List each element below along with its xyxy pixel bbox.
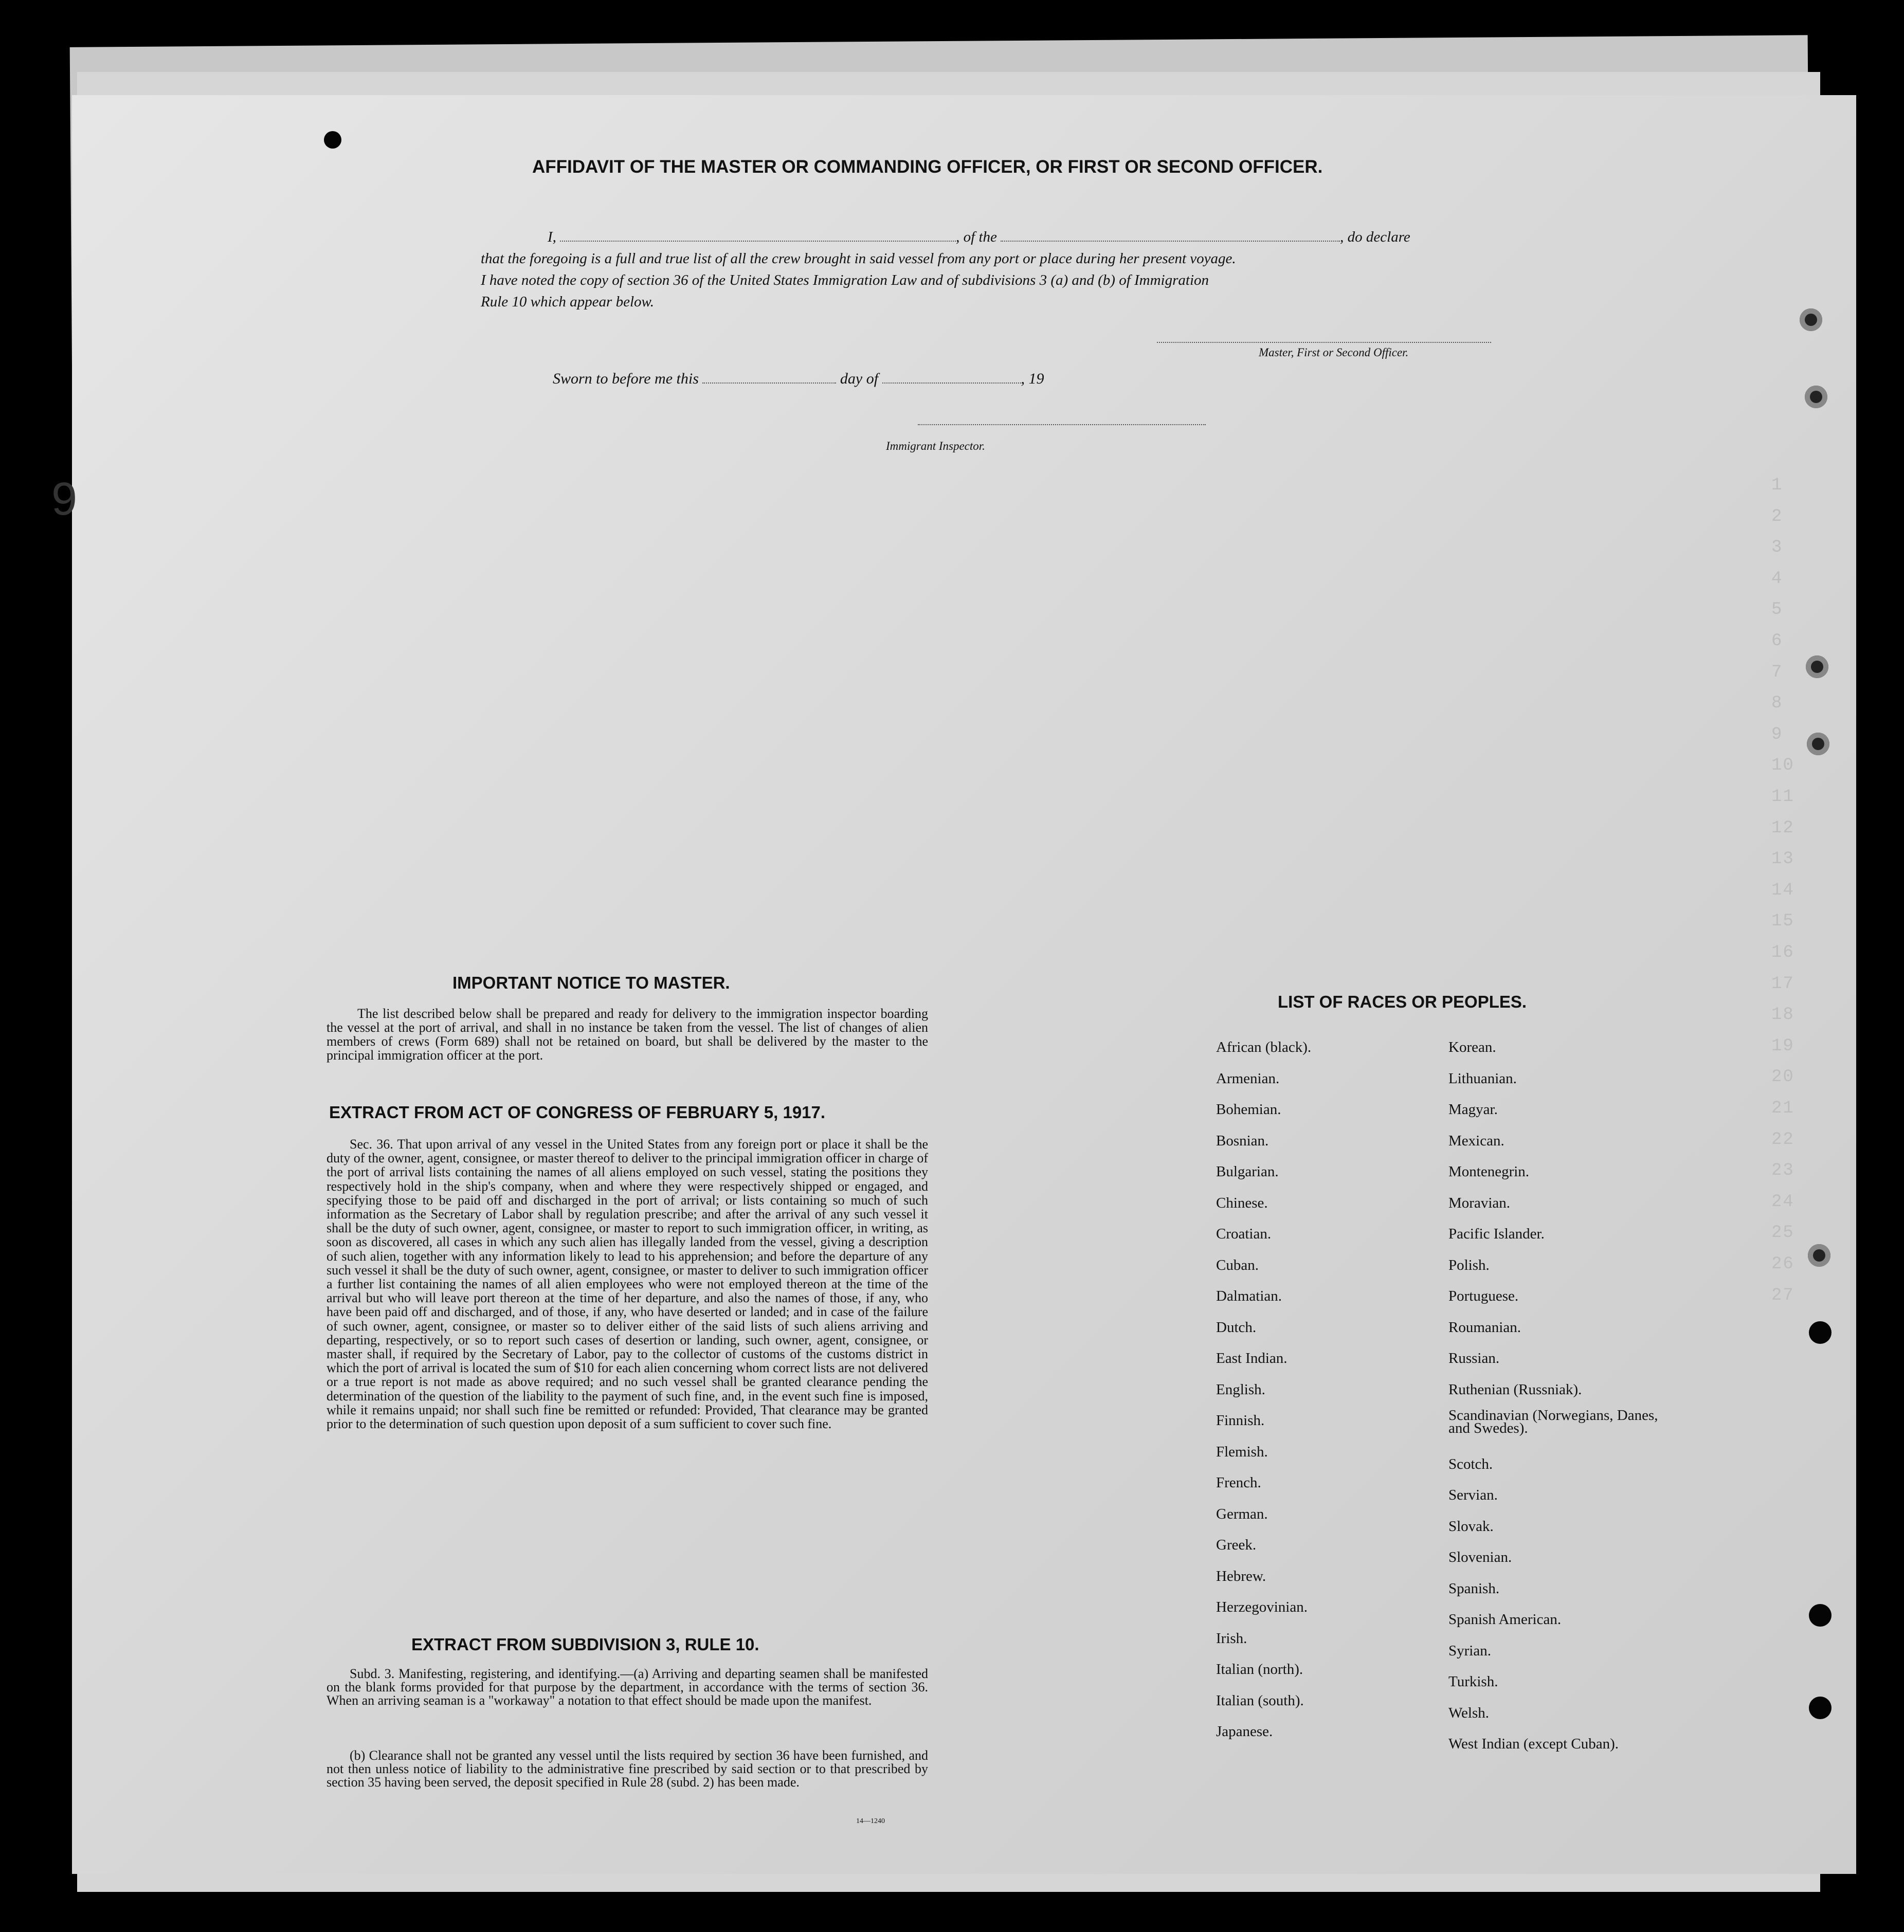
bleed-through-number: 27 bbox=[1771, 1285, 1794, 1305]
race-item: Bohemian. bbox=[1216, 1101, 1281, 1118]
race-item: Roumanian. bbox=[1448, 1319, 1521, 1336]
extract-rule-text-b: (b) Clearance shall not be granted any vessel until the lists required by section 36 have been furnished, and not then unless notice of liability to the administrative fine prescribed by said section or to that prescribed by section 35 having been served, the deposit specified in Rule 28 (subd. 2) has been made. bbox=[327, 1748, 928, 1790]
affidavit-i-label: I, bbox=[548, 229, 556, 245]
race-item: Chinese. bbox=[1216, 1194, 1268, 1211]
bleed-through-number: 19 bbox=[1771, 1036, 1794, 1056]
bleed-through-number: 23 bbox=[1771, 1161, 1794, 1181]
bleed-through-number: 26 bbox=[1771, 1254, 1794, 1274]
bleed-through-number: 20 bbox=[1771, 1067, 1794, 1087]
month-blank bbox=[882, 382, 1021, 384]
bleed-through-number: 1 bbox=[1771, 476, 1783, 495]
punch-hole bbox=[1809, 1697, 1832, 1719]
race-item: Spanish. bbox=[1448, 1580, 1500, 1597]
punch-hole bbox=[1806, 655, 1828, 678]
race-item: Moravian. bbox=[1448, 1194, 1510, 1211]
bleed-through-number: 18 bbox=[1771, 1005, 1794, 1025]
bleed-through-number: 15 bbox=[1771, 912, 1794, 932]
form-number: 14—1240 bbox=[856, 1817, 885, 1825]
punch-hole bbox=[1809, 1321, 1832, 1344]
master-name-blank bbox=[560, 241, 956, 242]
extract-rule-title: EXTRACT FROM SUBDIVISION 3, RULE 10. bbox=[411, 1635, 759, 1654]
race-item: Scotch. bbox=[1448, 1455, 1493, 1472]
bleed-through-number: 3 bbox=[1771, 538, 1783, 558]
affidavit-body bbox=[481, 226, 1571, 313]
bleed-through-number: 4 bbox=[1771, 569, 1783, 589]
race-item: Spanish American. bbox=[1448, 1611, 1562, 1628]
race-item: Ruthenian (Russniak). bbox=[1448, 1381, 1582, 1398]
race-item: East Indian. bbox=[1216, 1350, 1288, 1366]
race-item: Russian. bbox=[1448, 1350, 1500, 1366]
affidavit-line-3: I have noted the copy of section 36 of the United States Immigration Law and of subdivisions 3 (a) and (b) of Immigration bbox=[481, 272, 1209, 288]
race-item: Italian (north). bbox=[1216, 1661, 1303, 1678]
document-page bbox=[51, 95, 1856, 1874]
day-blank bbox=[702, 382, 836, 384]
race-item: French. bbox=[1216, 1474, 1261, 1491]
bleed-through-number: 16 bbox=[1771, 943, 1794, 962]
bleed-through-number: 2 bbox=[1771, 506, 1783, 526]
race-item: Turkish. bbox=[1448, 1673, 1498, 1690]
race-item: African (black). bbox=[1216, 1039, 1312, 1055]
inspector-label: Immigrant Inspector. bbox=[886, 440, 985, 452]
race-item: Dutch. bbox=[1216, 1319, 1257, 1336]
inspector-signature-blank bbox=[918, 424, 1206, 425]
bleed-through-number: 21 bbox=[1771, 1099, 1794, 1118]
race-item: Slovak. bbox=[1448, 1518, 1494, 1535]
race-item: Greek. bbox=[1216, 1537, 1257, 1553]
race-item: Flemish. bbox=[1216, 1443, 1268, 1460]
race-item: Hebrew. bbox=[1216, 1568, 1266, 1584]
signature-label: Master, First or Second Officer. bbox=[1259, 346, 1409, 359]
bleed-through-number: 11 bbox=[1771, 787, 1794, 807]
race-item: Armenian. bbox=[1216, 1070, 1280, 1087]
punch-hole bbox=[1800, 308, 1822, 331]
notice-title: IMPORTANT NOTICE TO MASTER. bbox=[452, 973, 730, 992]
bleed-through-number: 17 bbox=[1771, 974, 1794, 994]
affidavit-declare-label: , do declare bbox=[1340, 229, 1410, 245]
sworn-label: Sworn to before me this bbox=[553, 370, 699, 387]
race-item: Dalmatian. bbox=[1216, 1288, 1282, 1304]
race-item: Scandinavian (Norwegians, Danes, and Swedes). bbox=[1448, 1407, 1658, 1436]
race-item: Croatian. bbox=[1216, 1226, 1272, 1242]
bleed-through-number: 6 bbox=[1771, 631, 1783, 651]
race-item: Cuban. bbox=[1216, 1256, 1259, 1273]
race-item: Irish. bbox=[1216, 1630, 1247, 1647]
race-item: Finnish. bbox=[1216, 1412, 1265, 1429]
punch-hole bbox=[1809, 1604, 1832, 1627]
bleed-through-number: 10 bbox=[1771, 756, 1794, 776]
race-item: Syrian. bbox=[1448, 1642, 1491, 1659]
race-item: Mexican. bbox=[1448, 1132, 1504, 1149]
sworn-line bbox=[553, 370, 1044, 388]
bleed-through-number: 9 bbox=[1771, 724, 1783, 744]
race-item: Welsh. bbox=[1448, 1704, 1490, 1721]
affidavit-line-2: that the foregoing is a full and true list of all the crew brought in said vessel from any port or place during her present voyage. bbox=[481, 250, 1236, 267]
race-item: West Indian (except Cuban). bbox=[1448, 1736, 1619, 1752]
vessel-name-blank bbox=[1001, 241, 1340, 242]
bleed-through-number: 7 bbox=[1771, 662, 1783, 682]
day-of-label: day of bbox=[840, 370, 879, 387]
race-item: Korean. bbox=[1448, 1039, 1496, 1055]
bleed-through-number: 12 bbox=[1771, 818, 1794, 838]
race-item: Lithuanian. bbox=[1448, 1070, 1517, 1087]
affidavit-title: AFFIDAVIT OF THE MASTER OR COMMANDING OFFICER, OR FIRST OR SECOND OFFICER. bbox=[532, 157, 1323, 177]
year-label: , 19 bbox=[1021, 370, 1044, 387]
race-item: Servian. bbox=[1448, 1487, 1498, 1503]
bleed-through-number: 22 bbox=[1771, 1129, 1794, 1150]
race-item: Portuguese. bbox=[1448, 1288, 1519, 1304]
race-item: Herzegovinian. bbox=[1216, 1599, 1308, 1615]
notice-text: The list described below shall be prepared and ready for delivery to the immigration inspector boarding the vessel at the port of arrival, and shall in no instance be taken from the vessel. The list of changes of alien members of crews (Form 689) shall not be retained on board, but shall be delivered by the master to the principal immigration officer at the port. bbox=[327, 1006, 928, 1063]
race-item: Bulgarian. bbox=[1216, 1163, 1279, 1180]
race-item: Magyar. bbox=[1448, 1101, 1498, 1118]
race-item: German. bbox=[1216, 1505, 1268, 1522]
race-item: Italian (south). bbox=[1216, 1692, 1304, 1709]
race-item: Japanese. bbox=[1216, 1723, 1273, 1740]
race-item: Slovenian. bbox=[1448, 1549, 1512, 1565]
race-item: Polish. bbox=[1448, 1256, 1490, 1273]
race-item: English. bbox=[1216, 1381, 1265, 1398]
bleed-through-number: 25 bbox=[1771, 1223, 1794, 1243]
punch-hole bbox=[1808, 1244, 1830, 1267]
extract-rule-text-a: Subd. 3. Manifesting, registering, and identifying.—(a) Arriving and departing seamen shall be manifested on the blank forms provided for that purpose by the department, in accordance with the terms of section 36. When an arriving seaman is a "workaway" a notation to that effect should be made upon the manifest. bbox=[327, 1666, 928, 1708]
punch-hole bbox=[1805, 386, 1827, 408]
bleed-through-number: 13 bbox=[1771, 849, 1794, 869]
affidavit-line-4: Rule 10 which appear below. bbox=[481, 294, 654, 310]
signature-blank bbox=[1157, 342, 1491, 343]
bleed-through-number: 14 bbox=[1771, 880, 1794, 900]
races-title: LIST OF RACES OR PEOPLES. bbox=[1278, 992, 1527, 1011]
race-item: Pacific Islander. bbox=[1448, 1226, 1545, 1242]
extract-act-title: EXTRACT FROM ACT OF CONGRESS OF FEBRUARY 5, 1917. bbox=[329, 1103, 826, 1122]
bleed-through-number: 8 bbox=[1771, 694, 1783, 714]
race-item: Montenegrin. bbox=[1448, 1163, 1530, 1180]
race-item: Bosnian. bbox=[1216, 1132, 1269, 1149]
punch-hole bbox=[1807, 733, 1829, 755]
extract-act-text: Sec. 36. That upon arrival of any vessel in the United States from any foreign port or place it shall be the duty of the owner, agent, consignee, or master thereof to deliver to the principal immigration officer in charge of the port of arrival lists containing the names of all aliens employed on such vessel, stating the positions they respectively hold in the ship's company, when and where they were respectively shipped or engaged, and specifying those to be paid off and discharged in the port of arrival; or lists containing so much of such information as the Secretary of Labor shall by regulation prescribe; and after the arrival of any such vessel it shall be the duty of such owner, agent, consignee, or master to report to such immigration officer, in writing, as soon as discovered, all cases in which any such alien has illegally landed from the vessel, giving a description of such alien, together with any information likely to lead to his apprehension; and before the departure of any such vessel it shall be the duty of such owner, agent, consignee, or master to deliver to such immigration officer a further list containing the names of all alien employees who were not employed thereon at the time of the arrival but who will leave port thereon at the time of her departure, and also the names of those, if any, who have been paid off and discharged, and of those, if any, who have deserted or landed; and in case of the failure of such owner, agent, consignee, or master so to deliver either of the said lists of such aliens arriving and departing, respectively, or so to report such cases of desertion or landing, such owner, agent, consignee, or master shall, if required by the Secretary of Labor, pay to the collector of customs of the customs district in which the port of arrival is located the sum of $10 for each alien concerning whom correct lists are not delivered or a true report is not made as above required; and no such vessel shall be granted clearance pending the determination of the question of the liability to the payment of such fine, and, in the event such fine is imposed, while it remains unpaid; nor shall such fine be remitted or refunded: Provided, That clearance may be granted prior to the determination of such question upon deposit of a sum sufficient to cover such fine. bbox=[327, 1137, 928, 1432]
bleed-through-number: 24 bbox=[1771, 1192, 1794, 1212]
punch-hole bbox=[324, 131, 341, 149]
margin-handwritten-number: 9 bbox=[51, 473, 78, 525]
affidavit-of-label: , of the bbox=[956, 229, 997, 245]
bleed-through-number: 5 bbox=[1771, 600, 1783, 620]
